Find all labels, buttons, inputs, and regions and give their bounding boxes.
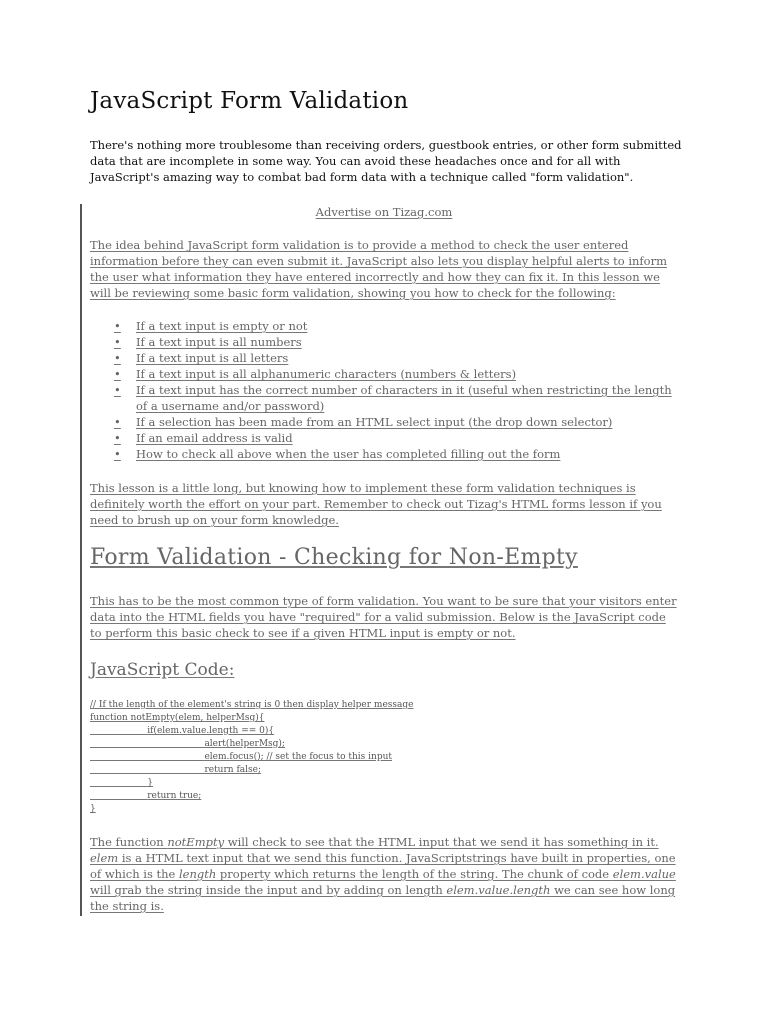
section-heading: Form Validation - Checking for Non-Empty	[90, 545, 578, 570]
list-item: • If a text input is all alphanumeric characters (numbers & letters)	[114, 367, 517, 381]
paragraph-lesson-note: This lesson is a little long, but knowing how to implement these form validation techniques is definitely worth the effort on your part. Remember to check out Tizag's HTML forms lesson if you need to brush up on your form knowledge.	[90, 481, 662, 527]
code-line: alert(helperMsg);	[204, 739, 285, 749]
intro-paragraph: There's nothing more troublesome than receiving orders, guestbook entries, or other form submitted data that are incomplete in some way. You can avoid these headaches once and for all with JavaScript's amazing way to combat bad form data with a technique called "form validation".	[90, 138, 682, 184]
paragraph-validation-idea: The idea behind JavaScript form validation is to provide a method to check the user entered information before they can even submit it. JavaScript also lets you display helpful alerts to inform the user what information they have entered incorrectly and how they can fix it. In this lesson we will be reviewing some basic form validation, showing you how to check for the following:	[90, 238, 667, 300]
list-item: • If a text input is all numbers	[114, 335, 302, 349]
paragraph-function-explanation: The function notEmpty will check to see that the HTML input that we send it has something in it. elem is a HTML text input that we send this function. JavaScriptstrings have built in properties, one of which is the length property which returns the length of the string. The chunk of code elem.value will grab the string inside the input and by adding on length elem.value.length we can see how long the string is.	[90, 835, 676, 913]
list-item: • If a text input is all letters	[114, 351, 289, 365]
code-line: }	[90, 804, 96, 814]
paragraph-non-empty: This has to be the most common type of form validation. You want to be sure that your visitors enter data into the HTML fields you have "required" for a valid submission. Below is the JavaScript code to perform this basic check to see if a given HTML input is empty or not.	[90, 594, 677, 640]
page-title: JavaScript Form Validation	[90, 88, 409, 114]
vertical-rule	[80, 204, 82, 916]
code-heading: JavaScript Code:	[90, 660, 235, 680]
code-line: function notEmpty(elem, helperMsg){	[90, 713, 265, 723]
bullet: •	[114, 447, 121, 461]
list-item: • If a text input is empty or not	[114, 319, 308, 333]
bullet: •	[114, 367, 121, 381]
list-item: • If an email address is valid	[114, 431, 293, 445]
code-line: return false;	[204, 765, 261, 775]
list-item: • How to check all above when the user has completed filling out the form	[114, 447, 561, 461]
bullet: •	[114, 383, 121, 397]
validation-checklist	[114, 318, 684, 462]
list-item: • If a text input has the correct number of characters in it (useful when restricting the length of a username and/or password)	[114, 383, 672, 413]
code-line: if(elem.value.length == 0){	[147, 726, 275, 736]
code-block	[90, 699, 420, 816]
bullet: •	[114, 335, 121, 349]
bullet: •	[114, 351, 121, 365]
code-line: return true;	[147, 791, 202, 801]
list-item: • If a selection has been made from an HTML select input (the drop down selector)	[114, 415, 613, 429]
bullet: •	[114, 319, 121, 333]
code-line: // If the length of the element's string is 0 then display helper message	[90, 700, 414, 710]
bullet: •	[114, 415, 121, 429]
code-line: elem.focus(); // set the focus to this input	[204, 752, 393, 762]
code-line: }	[147, 778, 153, 788]
bullet: •	[114, 431, 121, 445]
advertise-link[interactable]: Advertise on Tizag.com	[315, 205, 453, 219]
